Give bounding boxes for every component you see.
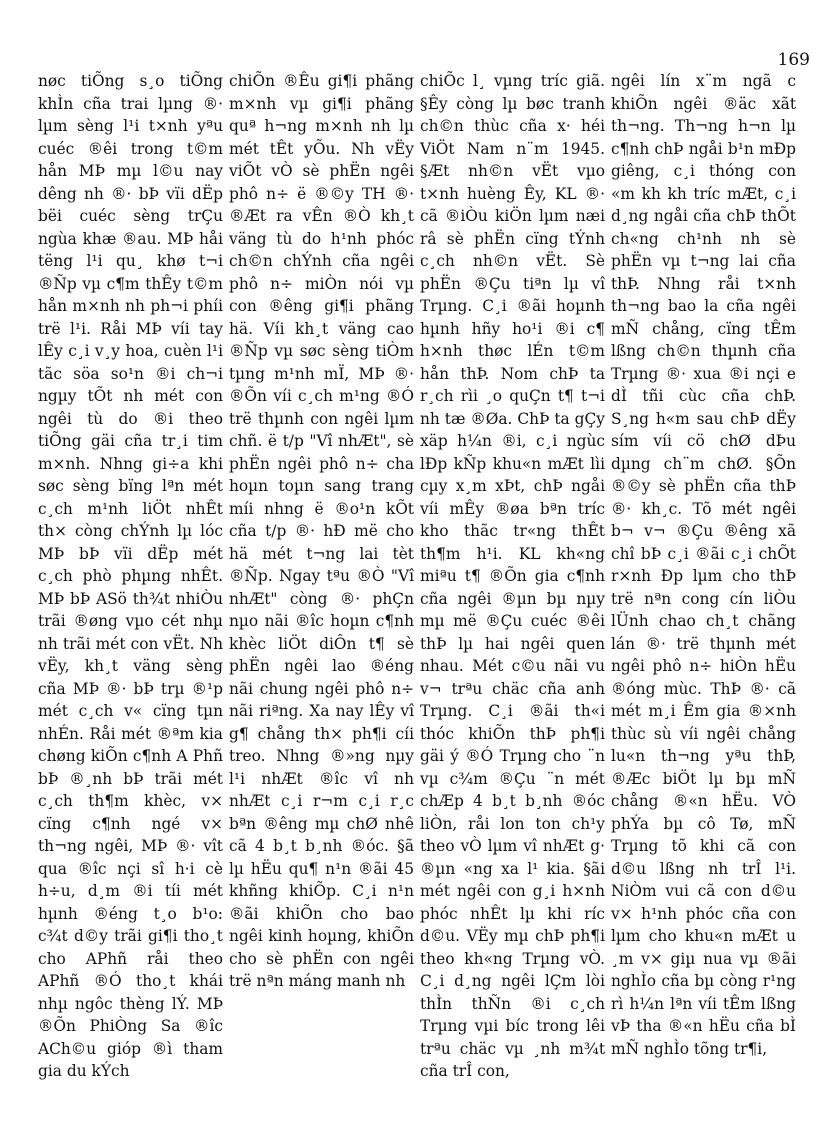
text-column-1 [38, 70, 228, 1110]
text-columns [38, 70, 820, 1110]
paragraph: chiÕn ®Êu gi¶i phãng m×nh vµ gi¶i phãng quª h¬ng m×nh nh lµ mét tÊt yÕu. Nh vËy viÕt vÒ sè phËn ngêi phô n÷ ë ®©y TH ®· ®Æt ra vÊn ®Ò kh¸t väng tù do h¹nh phóc ch©n chÝnh cña ngêi phô n÷ miÒn nói vµ con ®êng gi¶i phãng hä. Víi kh¸t väng cao ®Ñp vµ søc sèng tiÒm tµng m¹nh mÏ, MÞ ®· ®Õn víi c¸ch m¹ng ®Ó trë thµnh con ngêi lµm chñ. ë t/p "Vî nhÆt", sè phËn ngêi phô n÷ cha hoµn toµn sang trang míi nhng ë ®o¹n kÕt cña t/p ®· hÐ më cho hä mét t¬ng lai tèt ®Ñp. Ngay tªu ®Ò "Vî nhÆt" còng ®· phÇn nµo nãi ®îc hoµn c¶nh khèc liÖt diÔn t¶ sè phËn ngêi lao ®éng nãi chung ngêi phô n÷ nãi riªng. Xa nay lÊy vî g¶ chång th× ph¶i cíi treo. Nhng ®»ng nµy l¹i nhÆt ®îc vî nh nhÆt c¸i r¬m c¸i r¸c bªn ®êng mµ chØ nhê cã 4 b¸t b¸nh ®óc. §ã lµ hËu qu¶ n¹n ®ãi 45 khñng khiÕp. C¸i n¹n ®ãi khiÕn cho bao ngêi kinh hoµng, khiÕn cho sè phËn con ngêi trë nªn máng manh nh [229, 72, 419, 990]
text-column-2 [229, 70, 419, 1110]
page-number: 169 [777, 50, 810, 70]
paragraph: ngêi lín x¨m ngã c khiÕn ngêi ®äc xãt th¬ng. Th¬ng h¬n lµ c¶nh chÞ ngåi b¹n mÐp giêng, c¸i thóng con «m kh kh tríc mÆt, c¸i d¸ng ngåi cña chÞ thÕt ch«ng ch¹nh nh sè phËn vµ t¬ng lai cña thÞ. Nhng råi t×nh th¬ng bao la cña ngêi mÑ chång, cïng tÊm lßng ch©n thµnh cña Trµng ®· xua ®i nçi e dÌ tñi cùc cña chÞ. S¸ng h«m sau chÞ dËy sím víi cö chØ dÞu dµng ch¨m chØ. §Õn ®©y sè phËn cña thÞ ®· kh¸c. Tõ mét ngêi b¬ v¬ ®Çu ®êng xã chî bÞ c¸i ®ãi c¸i chÕt r×nh Ðp lµm cho thÞ trë nªn cong cín liÒu lÜnh chao ch¸t chãng lán ®· trë thµnh mét ngêi phô n÷ hiÒn hËu ®óng mùc. ThÞ ®· cã mét m¸i Êm gia ®×nh thùc sù víi ngêi chång lu«n th¬ng yªu thÞ, ®Æc biÖt lµ bµ mÑ chång ®«n hËu. VÒ phÝa bµ cô Tø, mÑ Trµng tõ khi cã con d©u lßng nh trÎ l¹i. NiÒm vui cã con d©u v× h¹nh phóc cña con lµm cho khu«n mÆt u ¸m v× giµ nua vµ ®ãi nghÌo cña bµ còng r¹ng rì h¼n lªn víi tÊm lßng vÞ tha ®«n hËu cña bÌ mÑ nghÌo tõng tr¶i, [611, 72, 801, 1058]
text-column-3 [420, 70, 610, 1110]
paragraph: nøc tiÕng s¸o tiÕng khÌn cña trai lµng ®· lµm sèng l¹i t×nh yªu cuéc ®êi trong t©m hån MÞ mµ l©u nay dêng nh ®· bÞ vïi dËp bëi cuéc sèng trÇu ngùa khæ ®au. MÞ håi tëng l¹i qu¸ khø t¬i ®Ñp vµ c¶m thÊy t©m hån m×nh nh ph¬i phíi trë l¹i. Råi MÞ víi tay lÊy c¸i v¸y hoa, cuèn l¹i tãc söa so¹n ®i ch¬i ngµy tÕt nh mét con ngêi tù do ®i theo tiÕng gäi cña tr¸i tim m×nh. Nhng gi÷a khi søc sèng bïng lªn mét c¸ch m¹nh liÖt nhÊt th× còng chÝnh lµ lóc MÞ bÞ vïi dËp mét c¸ch phò phµng nhÊt. MÞ bÞ ASö th¾t nhiÒu trãi ®øng vµo cét nhµ nh trãi mét con vËt. Nh vËy, kh¸t väng sèng cña MÞ ®· bÞ trµ ®¹p mét c¸ch v« cïng tµn nhÉn. Råi mét ®ªm kia chøng kiÕn c¶nh A Phñ bÞ ®¸nh bÞ trãi mét c¸ch th¶m khèc, v× cïng c¶nh ngé v× th¬ng ngêi, MÞ ®· vît qua ®îc nçi sî h·i cè h÷u, d¸m ®i tíi mét hµnh ®éng t¸o b¹o: c¾t d©y trãi gi¶i tho¸t cho APhñ råi theo APhñ ®Ó tho¸t khái nhµ ngôc thèng lÝ. MÞ ®Õn PhiÒng Sa ®îc ACh©u gióp ®ì tham gia du kÝch [38, 72, 228, 1080]
paragraph: chiÕc l¸ vµng tríc giã. §Êy còng lµ bøc tranh ch©n thùc cña x· héi ViÖt Nam n¨m 1945. §Æt nh©n vËt vµo t×nh huèng Êy, KL ®· cã ®iÒu kiÖn lµm næi râ sè phËn cïng tÝnh c¸ch nh©n vËt. Sè phËn ®Çu tiªn lµ vî Trµng. C¸i ®ãi hoµnh hµnh hñy ho¹i ®i c¶ h×nh thøc lÉn t©m hån thÞ. Nom chÞ ta r¸ch rìi ¸o quÇn t¶ t¬i nh tæ ®Øa. ChÞ ta gÇy xäp h¼n ®i, c¸i ngùc lÐp kÑp khu«n mÆt lìi cµy x¸m xÞt, chÞ ngåi víi mÊy ®øa bªn tríc kho thãc tr«ng thÊt th¶m h¹i. KL kh«ng miªu t¶ ®Õn gia c¶nh cña ngêi ®µn bµ nµy mµ më ®Çu cuéc ®êi thÞ lµ hai ngêi quen nhau. Mét c©u nãi vu v¬ trªu chäc cña anh Trµng. C¸i ®ãi th«i thóc khiÕn thÞ ph¶i gäi ý ®Ó Trµng cho ¨n vµ c¾m ®Çu ¨n mét chÆp 4 b¸t b¸nh ®óc liÒn, råi lon ton ch¹y theo vÒ lµm vî nhÆt g· ®µn «ng xa l¹ kia. §ãi mét ngêi con g¸i h×nh phóc nhÊt lµ khi ríc d©u. VËy mµ chÞ ph¶i theo kh«ng Trµng vÒ. C¸i d¸ng ngêi lÇm lòi thÌn thÑn ®i c¸ch Trµng vµi bíc trong lêi trªu chäc vµ ¸nh m¾t cña trÎ con, [420, 72, 610, 1080]
text-column-4 [611, 70, 801, 1110]
